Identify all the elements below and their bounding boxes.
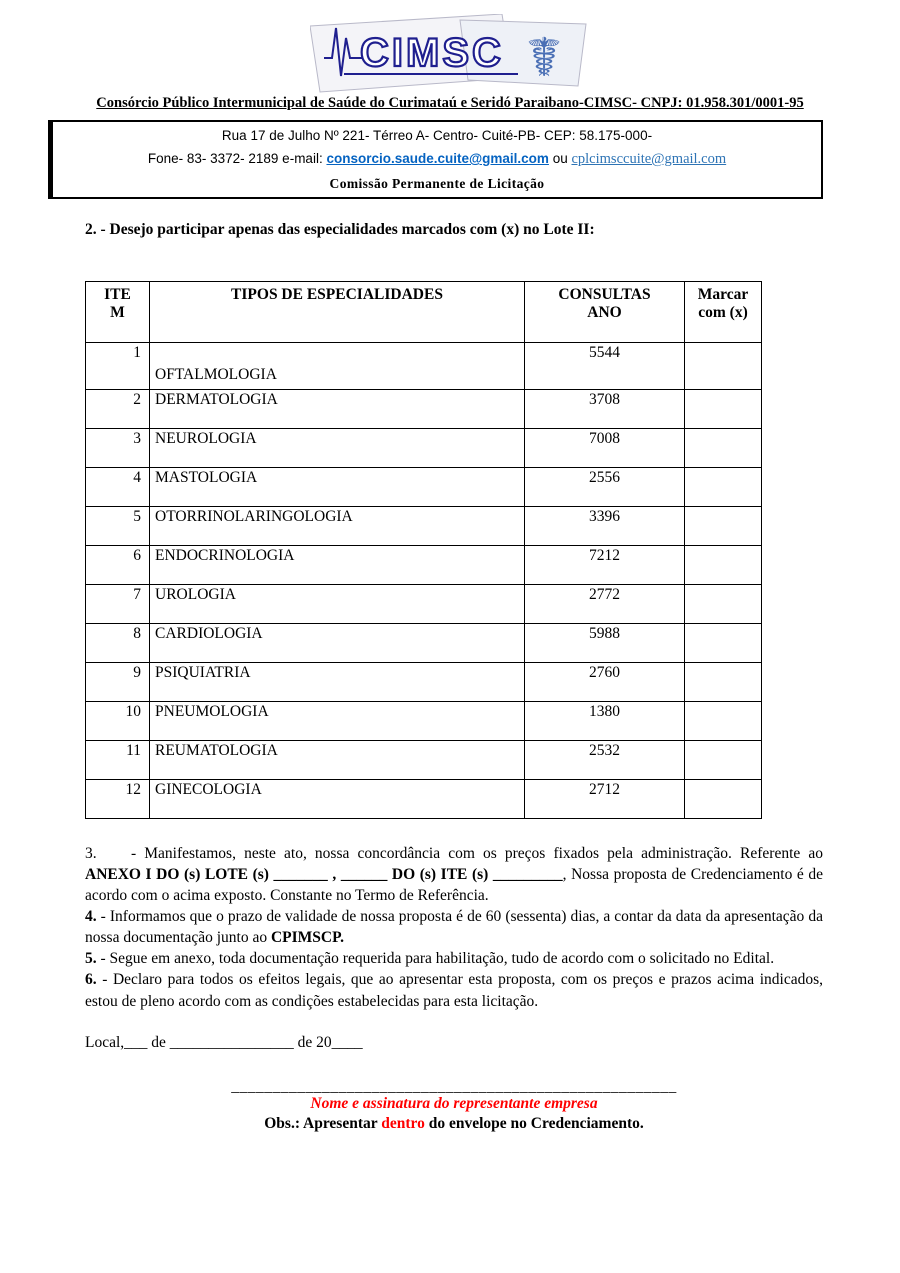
table-row bbox=[86, 663, 762, 702]
table-header-row bbox=[86, 282, 762, 343]
marcar-x-cell[interactable] bbox=[685, 546, 762, 585]
consultas-ano-cell: 2532 bbox=[525, 741, 685, 780]
table-row bbox=[86, 702, 762, 741]
email-link-secondary[interactable]: cplcimsccuite@gmail.com bbox=[571, 151, 727, 167]
paragraph-3-text-1: - Manifestamos, neste ato, nossa concordância com os preços fixados pela administração. Referente ao bbox=[131, 845, 823, 862]
item-number-cell: 2 bbox=[86, 390, 150, 429]
paragraph-3-bold-blanks: ANEXO I DO (s) LOTE (s) _______ , ______ DO (s) ITE (s) _________ bbox=[85, 866, 563, 884]
item-number-cell: 1 bbox=[86, 343, 150, 390]
item-6-number: 6. bbox=[85, 971, 97, 989]
consultas-ano-cell: 2772 bbox=[525, 585, 685, 624]
especialidades-table bbox=[85, 281, 762, 819]
item-number-cell: 7 bbox=[86, 585, 150, 624]
signature-line: ______________________________________________________ bbox=[231, 1077, 677, 1095]
marcar-x-cell[interactable] bbox=[685, 780, 762, 819]
obs-prefix: Obs.: Apresentar bbox=[264, 1115, 382, 1133]
especialidade-cell: DERMATOLOGIA bbox=[150, 390, 525, 429]
paragraph-6 bbox=[85, 969, 823, 1011]
contact-info-box bbox=[48, 120, 823, 199]
table-row bbox=[86, 390, 762, 429]
signature-block bbox=[85, 1078, 823, 1134]
logo-text: CIMSC bbox=[360, 31, 504, 75]
paragraph-3-text-2: , Nossa proposta de Credenciamento é de acordo com o acima exposto. Constante no Termo de Referência. bbox=[85, 866, 823, 905]
item-number-cell: 5 bbox=[86, 507, 150, 546]
consultas-ano-cell: 7008 bbox=[525, 429, 685, 468]
paragraph-4 bbox=[85, 906, 823, 948]
paragraph-3 bbox=[85, 843, 823, 906]
document-body bbox=[85, 221, 823, 1133]
cimsc-logo bbox=[0, 0, 900, 94]
consultas-ano-cell: 1380 bbox=[525, 702, 685, 741]
table-row bbox=[86, 429, 762, 468]
item-3-number: 3. bbox=[85, 845, 97, 862]
consultas-ano-cell: 3396 bbox=[525, 507, 685, 546]
table-row bbox=[86, 585, 762, 624]
phone-email-line bbox=[61, 151, 813, 168]
especialidade-cell: REUMATOLOGIA bbox=[150, 741, 525, 780]
paragraph-5-text: - Segue em anexo, toda documentação requerida para habilitação, tudo de acordo com o solicitado no Edital. bbox=[96, 950, 775, 968]
item-5-number: 5. bbox=[85, 950, 97, 968]
table-row bbox=[86, 546, 762, 585]
consultas-ano-cell: 5544 bbox=[525, 343, 685, 390]
section-2-title: 2. - Desejo participar apenas das especialidades marcados com (x) no Lote II: bbox=[85, 221, 595, 238]
consultas-ano-cell: 3708 bbox=[525, 390, 685, 429]
header-item bbox=[86, 282, 150, 343]
header-marcar-x bbox=[685, 282, 762, 343]
obs-highlight-dentro: dentro bbox=[381, 1115, 425, 1133]
table-row bbox=[86, 780, 762, 819]
consultas-ano-cell: 5988 bbox=[525, 624, 685, 663]
especialidades-table-body bbox=[86, 343, 762, 819]
header-especialidades bbox=[150, 282, 525, 343]
item-number-cell: 4 bbox=[86, 468, 150, 507]
header-marcar-label: Marcar com (x) bbox=[697, 286, 749, 321]
paragraph-4-text: - Informamos que o prazo de validade de nossa proposta é de 60 (sessenta) dias, a contar da data da apresentação da nossa documentação junto ao bbox=[85, 908, 823, 947]
especialidade-cell: OTORRINOLARINGOLOGIA bbox=[150, 507, 525, 546]
especialidade-cell: PNEUMOLOGIA bbox=[150, 702, 525, 741]
especialidade-cell: CARDIOLOGIA bbox=[150, 624, 525, 663]
org-title: Consórcio Público Intermunicipal de Saúde do Curimataú e Seridó Paraibano-CIMSC- CNPJ: 01.958.301/0001-95 bbox=[96, 95, 804, 111]
especialidade-cell: UROLOGIA bbox=[150, 585, 525, 624]
committee-line: Comissão Permanente de Licitação bbox=[329, 176, 545, 191]
consultas-ano-cell: 2712 bbox=[525, 780, 685, 819]
item-number-cell: 3 bbox=[86, 429, 150, 468]
marcar-x-cell[interactable] bbox=[685, 429, 762, 468]
especialidade-cell: MASTOLOGIA bbox=[150, 468, 525, 507]
table-row bbox=[86, 468, 762, 507]
marcar-x-cell[interactable] bbox=[685, 741, 762, 780]
local-date-line: Local,___ de ________________ de 20____ bbox=[85, 1033, 363, 1051]
consultas-ano-cell: 7212 bbox=[525, 546, 685, 585]
especialidade-cell: NEUROLOGIA bbox=[150, 429, 525, 468]
consultas-ano-cell: 2760 bbox=[525, 663, 685, 702]
header-item-label: ITEM bbox=[104, 286, 131, 321]
header-consultas-label: CONSULTAS ANO bbox=[558, 286, 651, 321]
especialidade-cell: GINECOLOGIA bbox=[150, 780, 525, 819]
marcar-x-cell[interactable] bbox=[685, 507, 762, 546]
email-separator: ou bbox=[548, 151, 572, 166]
item-number-cell: 8 bbox=[86, 624, 150, 663]
caduceus-icon: ☤ bbox=[525, 26, 563, 89]
item-number-cell: 12 bbox=[86, 780, 150, 819]
item-number-cell: 10 bbox=[86, 702, 150, 741]
item-number-cell: 9 bbox=[86, 663, 150, 702]
marcar-x-cell[interactable] bbox=[685, 343, 762, 390]
header-consultas-ano bbox=[525, 282, 685, 343]
paragraph-6-text: - Declaro para todos os efeitos legais, que ao apresentar esta proposta, com os preços e prazos acima indicados, estou de pleno acordo com as condições estabelecidas para esta licitação. bbox=[85, 971, 823, 1010]
consultas-ano-cell: 2556 bbox=[525, 468, 685, 507]
table-row bbox=[86, 507, 762, 546]
table-row bbox=[86, 741, 762, 780]
cimsc-logo-image bbox=[310, 14, 590, 94]
marcar-x-cell[interactable] bbox=[685, 624, 762, 663]
marcar-x-cell[interactable] bbox=[685, 390, 762, 429]
header-especialidades-label: TIPOS DE ESPECIALIDADES bbox=[231, 286, 443, 303]
marcar-x-cell[interactable] bbox=[685, 702, 762, 741]
paragraph-4-bold: CPIMSCP. bbox=[270, 929, 345, 947]
table-row bbox=[86, 343, 762, 390]
email-link-primary[interactable]: consorcio.saude.cuite@gmail.com bbox=[326, 151, 549, 166]
address-line: Rua 17 de Julho Nº 221- Térreo A- Centro- Cuité-PB- CEP: 58.175-000- bbox=[221, 128, 653, 143]
especialidade-cell: OFTALMOLOGIA bbox=[150, 343, 525, 390]
item-number-cell: 11 bbox=[86, 741, 150, 780]
phone-label: Fone- 83- 3372- 2189 e-mail: bbox=[147, 151, 327, 166]
marcar-x-cell[interactable] bbox=[685, 585, 762, 624]
especialidade-cell: PSIQUIATRIA bbox=[150, 663, 525, 702]
table-row bbox=[86, 624, 762, 663]
item-number-cell: 6 bbox=[86, 546, 150, 585]
marcar-x-cell[interactable] bbox=[685, 468, 762, 507]
signature-caption: Nome e assinatura do representante empresa bbox=[310, 1095, 598, 1113]
item-4-number: 4. bbox=[85, 908, 97, 926]
obs-line bbox=[85, 1115, 823, 1133]
obs-suffix: do envelope no Credenciamento. bbox=[424, 1115, 644, 1133]
marcar-x-cell[interactable] bbox=[685, 663, 762, 702]
especialidade-cell: ENDOCRINOLOGIA bbox=[150, 546, 525, 585]
document-header bbox=[0, 0, 900, 199]
paragraph-5 bbox=[85, 948, 823, 969]
